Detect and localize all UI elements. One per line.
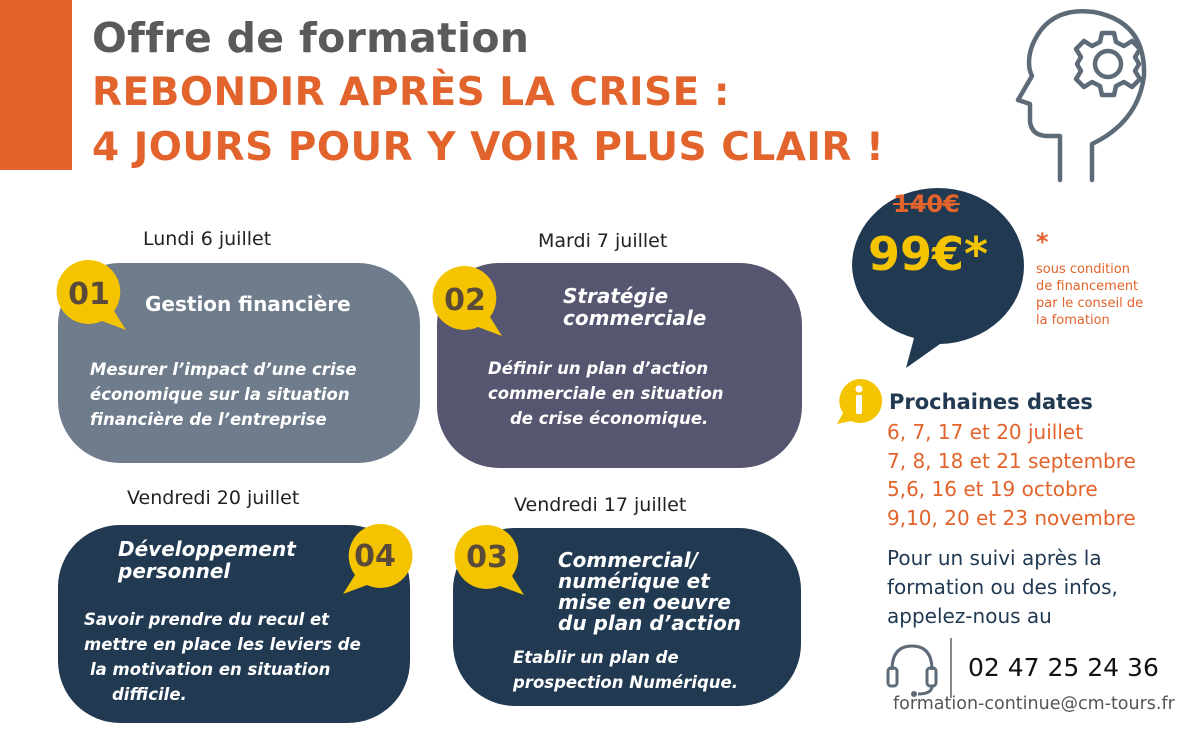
day-label-04: Vendredi 20 juillet: [127, 487, 300, 509]
module-title-03: Commercial/ numérique et mise en oeuvre du plan d’action: [558, 548, 742, 635]
module-desc-04: Savoir prendre du recul et mettre en place les leviers de la motivation en situation difficile.: [84, 610, 361, 704]
page-title-line-2: 4 JOURS POUR Y VOIR PLUS CLAIR !: [92, 125, 885, 170]
contact-divider: [950, 638, 952, 698]
head-gear-icon: [1010, 4, 1160, 186]
page-kicker: Offre de formation: [92, 14, 530, 62]
date-item: 5,6, 16 et 19 octobre: [887, 477, 1098, 501]
info-icon: [833, 377, 887, 425]
contact-intro: Pour un suivi après la formation ou des infos, appelez-nous au: [887, 546, 1118, 628]
next-dates-title: Prochaines dates: [889, 390, 1093, 414]
headset-icon: [884, 640, 940, 698]
new-price: 99€*: [868, 227, 989, 281]
accent-bar: [0, 0, 72, 170]
badge-number-02: 02: [444, 283, 486, 318]
badge-number-03: 03: [466, 540, 508, 575]
old-price: 140€: [893, 190, 960, 218]
page-title-line-1: REBONDIR APRÈS LA CRISE :: [92, 70, 730, 115]
date-item: 6, 7, 17 et 20 juillet: [887, 420, 1084, 444]
badge-number-04: 04: [354, 539, 396, 574]
module-desc-03: Etablir un plan de prospection Numérique.: [513, 648, 739, 692]
date-item: 7, 8, 18 et 21 septembre: [887, 448, 1136, 473]
day-label-03: Vendredi 17 juillet: [514, 494, 687, 516]
module-title-02: Stratégie commerciale: [563, 284, 707, 330]
price-asterisk: *: [1036, 228, 1049, 256]
module-desc-02: Définir un plan d’action commerciale en situation de crise économique.: [488, 359, 724, 428]
module-title-04: Développement personnel: [118, 537, 296, 583]
day-label-02: Mardi 7 juillet: [538, 230, 668, 252]
module-title-01: Gestion financière: [145, 292, 351, 316]
day-label-01: Lundi 6 juillet: [143, 228, 272, 250]
next-dates-list: [887, 418, 1136, 532]
badge-number-01: 01: [68, 277, 110, 312]
date-item: 9,10, 20 et 23 novembre: [887, 505, 1136, 530]
phone-number[interactable]: 02 47 25 24 36: [968, 653, 1159, 682]
module-desc-01: Mesurer l’impact d’une crise économique sur la situation financière de l’entreprise: [90, 360, 357, 429]
financing-condition: sous condition de financement par le conseil de la fomation: [1036, 262, 1144, 328]
email-link[interactable]: formation-continue@cm-tours.fr: [893, 694, 1175, 714]
